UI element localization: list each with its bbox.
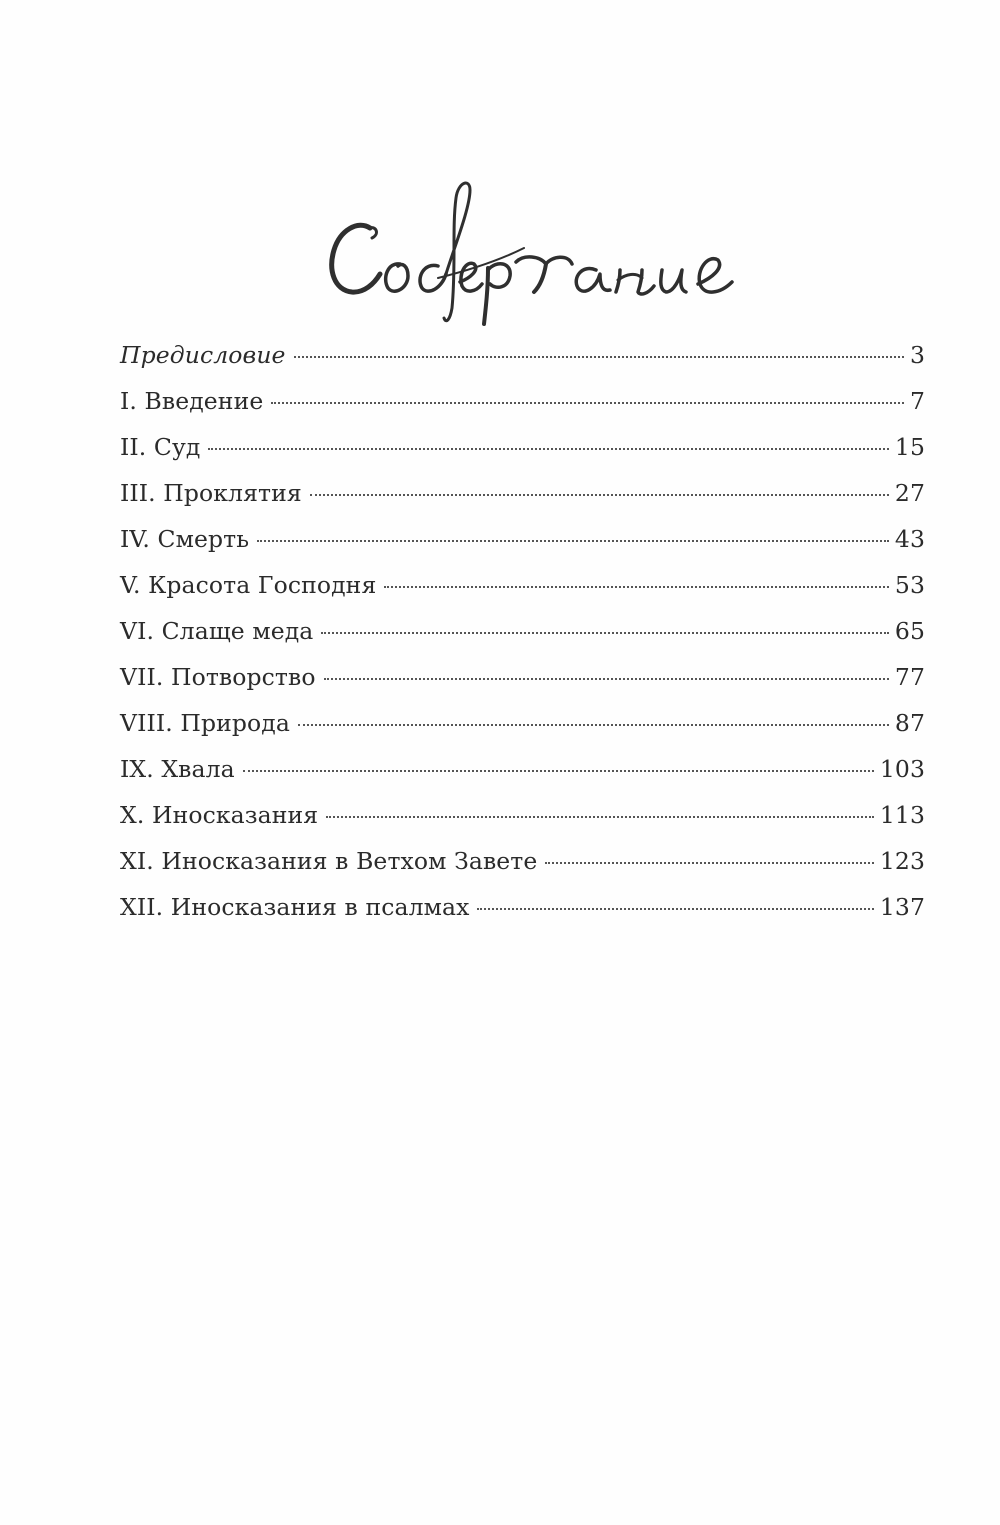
toc-entry-chapter-10[interactable]	[120, 800, 925, 846]
table-of-contents	[120, 340, 925, 938]
toc-entry-label: II. Суд	[120, 433, 201, 461]
toc-entry-preface[interactable]	[120, 340, 925, 386]
toc-entry-page: 43	[894, 525, 925, 553]
toc-entry-label: VIII. Природа	[120, 709, 290, 737]
toc-entry-label: XII. Иносказания в псалмах	[120, 893, 470, 921]
toc-entry-chapter-8[interactable]	[120, 708, 925, 754]
toc-entry-label: VI. Слаще меда	[120, 617, 314, 645]
toc-entry-chapter-2[interactable]	[120, 432, 925, 478]
toc-entry-page: 27	[894, 479, 925, 507]
dot-leader	[298, 724, 889, 726]
toc-entry-page: 15	[894, 433, 925, 461]
dot-leader	[208, 448, 888, 450]
toc-entry-label: X. Иносказания	[120, 801, 319, 829]
dot-leader	[294, 356, 904, 358]
toc-entry-chapter-11[interactable]	[120, 846, 925, 892]
toc-entry-page: 53	[894, 571, 925, 599]
dot-leader	[545, 862, 873, 864]
dot-leader	[243, 770, 874, 772]
dot-leader	[321, 632, 888, 634]
toc-entry-chapter-5[interactable]	[120, 570, 925, 616]
dot-leader	[310, 494, 889, 496]
toc-entry-page: 77	[894, 663, 925, 691]
toc-entry-label: I. Введение	[120, 387, 264, 415]
toc-entry-page: 65	[894, 617, 925, 645]
dot-leader	[271, 402, 904, 404]
toc-entry-label: XI. Иносказания в Ветхом Завете	[120, 847, 538, 875]
dot-leader	[326, 816, 874, 818]
toc-entry-chapter-7[interactable]	[120, 662, 925, 708]
toc-entry-page: 123	[879, 847, 925, 875]
toc-entry-label: III. Проклятия	[120, 479, 302, 507]
dot-leader	[384, 586, 889, 588]
toc-entry-chapter-4[interactable]	[120, 524, 925, 570]
toc-entry-label: VII. Потворство	[120, 663, 316, 691]
toc-entry-chapter-9[interactable]	[120, 754, 925, 800]
toc-entry-label: Предисловие	[120, 341, 286, 369]
dot-leader	[324, 678, 889, 680]
page-title	[320, 178, 760, 328]
toc-entry-page: 113	[879, 801, 925, 829]
toc-entry-chapter-3[interactable]	[120, 478, 925, 524]
toc-entry-page: 3	[909, 341, 925, 369]
toc-entry-label: IV. Смерть	[120, 525, 250, 553]
toc-entry-label: IX. Хвала	[120, 755, 235, 783]
toc-entry-page: 103	[879, 755, 925, 783]
toc-entry-page: 137	[879, 893, 925, 921]
toc-entry-chapter-12[interactable]	[120, 892, 925, 938]
toc-entry-page: 7	[909, 387, 925, 415]
toc-entry-label: V. Красота Господня	[120, 571, 377, 599]
dot-leader	[477, 908, 873, 910]
dot-leader	[257, 540, 889, 542]
toc-entry-chapter-6[interactable]	[120, 616, 925, 662]
calligraphic-title-icon	[320, 178, 760, 328]
toc-entry-page: 87	[894, 709, 925, 737]
toc-entry-chapter-1[interactable]	[120, 386, 925, 432]
